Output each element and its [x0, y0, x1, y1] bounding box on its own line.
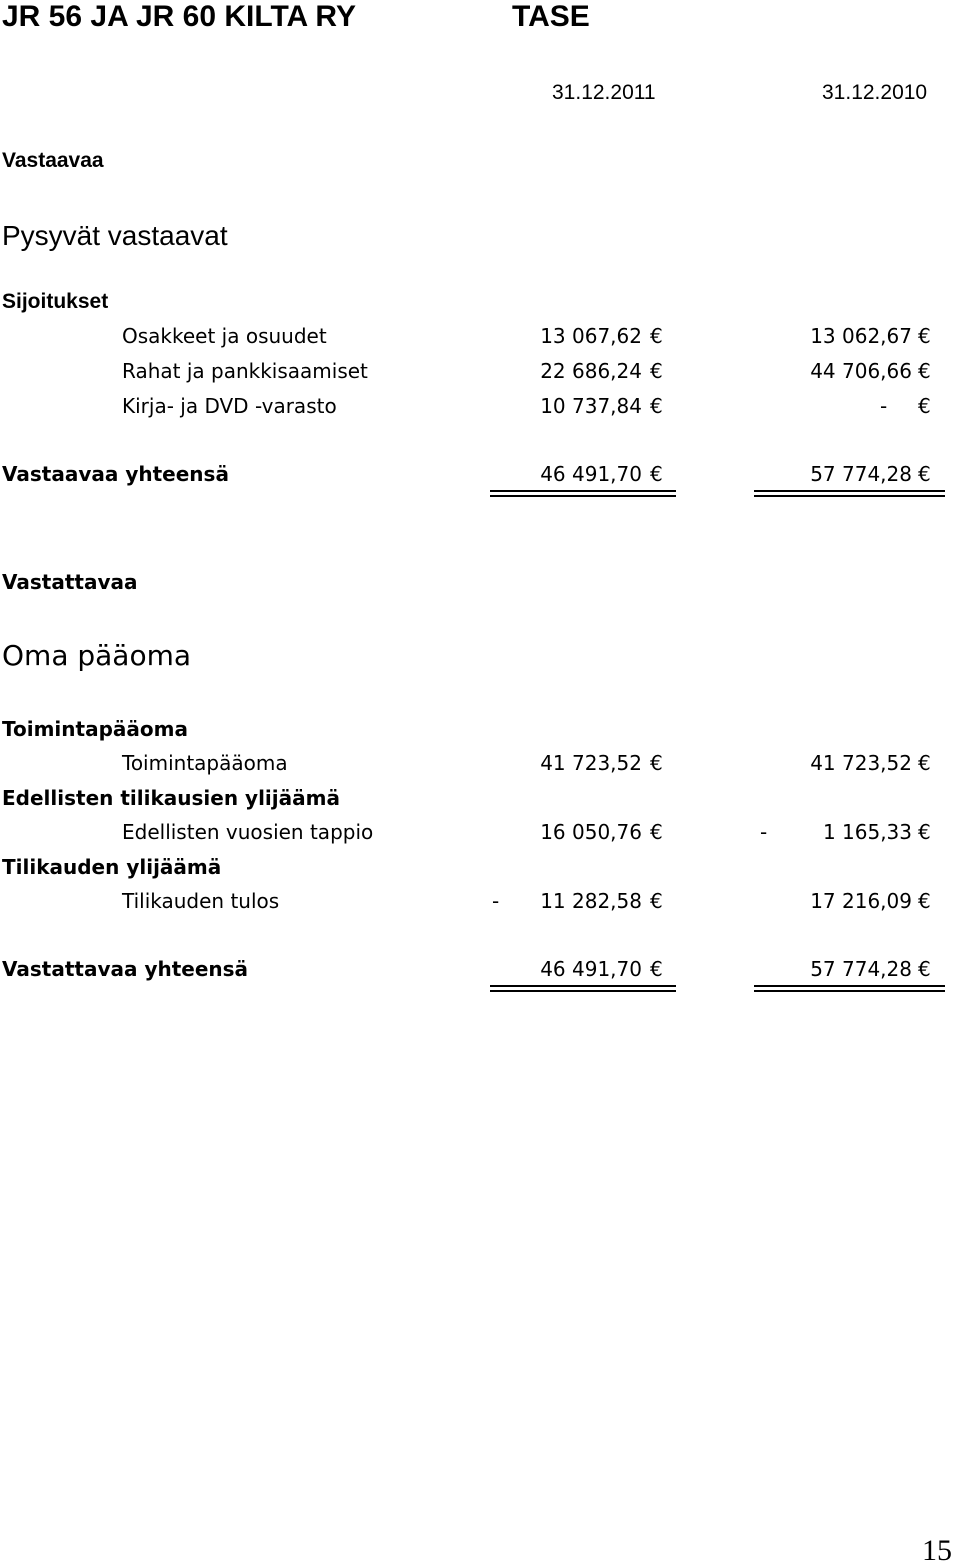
euro-icon: €	[650, 359, 663, 383]
euro-icon: €	[918, 957, 931, 981]
value-2011: 16 050,76	[540, 820, 642, 844]
euro-icon: €	[650, 751, 663, 775]
total-2011: 46 491,70	[540, 957, 642, 981]
assets-section-title: Vastaavaa	[2, 149, 104, 172]
euro-icon: €	[650, 889, 663, 913]
column-header-2010: 31.12.2010	[822, 81, 928, 104]
euro-icon: €	[918, 359, 931, 383]
euro-icon: €	[650, 957, 663, 981]
euro-icon: €	[918, 751, 931, 775]
double-underline	[754, 490, 945, 497]
equity-heading: Oma pääoma	[2, 639, 192, 672]
column-header-2011: 31.12.2011	[552, 81, 656, 104]
document-title: TASE	[512, 0, 590, 33]
double-underline	[754, 985, 945, 992]
value-2011: 13 067,62	[540, 324, 642, 348]
row-label: Rahat ja pankkisaamiset	[122, 359, 368, 383]
liabilities-total-label: Vastattavaa yhteensä	[2, 957, 249, 981]
fixed-assets-heading: Pysyvät vastaavat	[2, 220, 228, 251]
value-2010: 13 062,67	[810, 324, 912, 348]
euro-icon: €	[650, 324, 663, 348]
value-2010: 17 216,09	[810, 889, 912, 913]
organization-name: JR 56 JA JR 60 KILTA RY	[2, 0, 356, 33]
value-2010: -	[880, 394, 888, 418]
row-label: Kirja- ja DVD -varasto	[122, 394, 337, 418]
value-2011: 22 686,24	[540, 359, 642, 383]
euro-icon: €	[650, 820, 663, 844]
category-heading: Tilikauden ylijäämä	[2, 855, 222, 879]
minus-sign: -	[760, 820, 768, 844]
row-label: Tilikauden tulos	[122, 889, 280, 913]
euro-icon: €	[918, 462, 931, 486]
category-heading: Toimintapääoma	[2, 717, 188, 741]
row-label: Osakkeet ja osuudet	[122, 324, 327, 348]
page-number: 15	[922, 1534, 952, 1567]
row-label: Toimintapääoma	[122, 751, 288, 775]
category-heading: Edellisten tilikausien ylijäämä	[2, 786, 340, 810]
euro-icon: €	[918, 394, 931, 418]
value-2010: 44 706,66	[810, 359, 912, 383]
investments-heading: Sijoitukset	[2, 290, 109, 313]
euro-icon: €	[918, 820, 931, 844]
euro-icon: €	[918, 324, 931, 348]
double-underline	[490, 985, 676, 992]
double-underline	[490, 490, 676, 497]
total-2011: 46 491,70	[540, 462, 642, 486]
euro-icon: €	[650, 394, 663, 418]
total-2010: 57 774,28	[810, 462, 912, 486]
row-label: Edellisten vuosien tappio	[122, 820, 374, 844]
value-2011: 41 723,52	[540, 751, 642, 775]
minus-sign: -	[492, 889, 500, 913]
assets-total-label: Vastaavaa yhteensä	[2, 462, 229, 486]
value-2011: 10 737,84	[540, 394, 642, 418]
total-2010: 57 774,28	[810, 957, 912, 981]
value-2011: 11 282,58	[540, 889, 642, 913]
value-2010: 41 723,52	[810, 751, 912, 775]
euro-icon: €	[918, 889, 931, 913]
liabilities-section-title: Vastattavaa	[2, 570, 138, 594]
value-2010: 1 165,33	[822, 820, 912, 844]
euro-icon: €	[650, 462, 663, 486]
